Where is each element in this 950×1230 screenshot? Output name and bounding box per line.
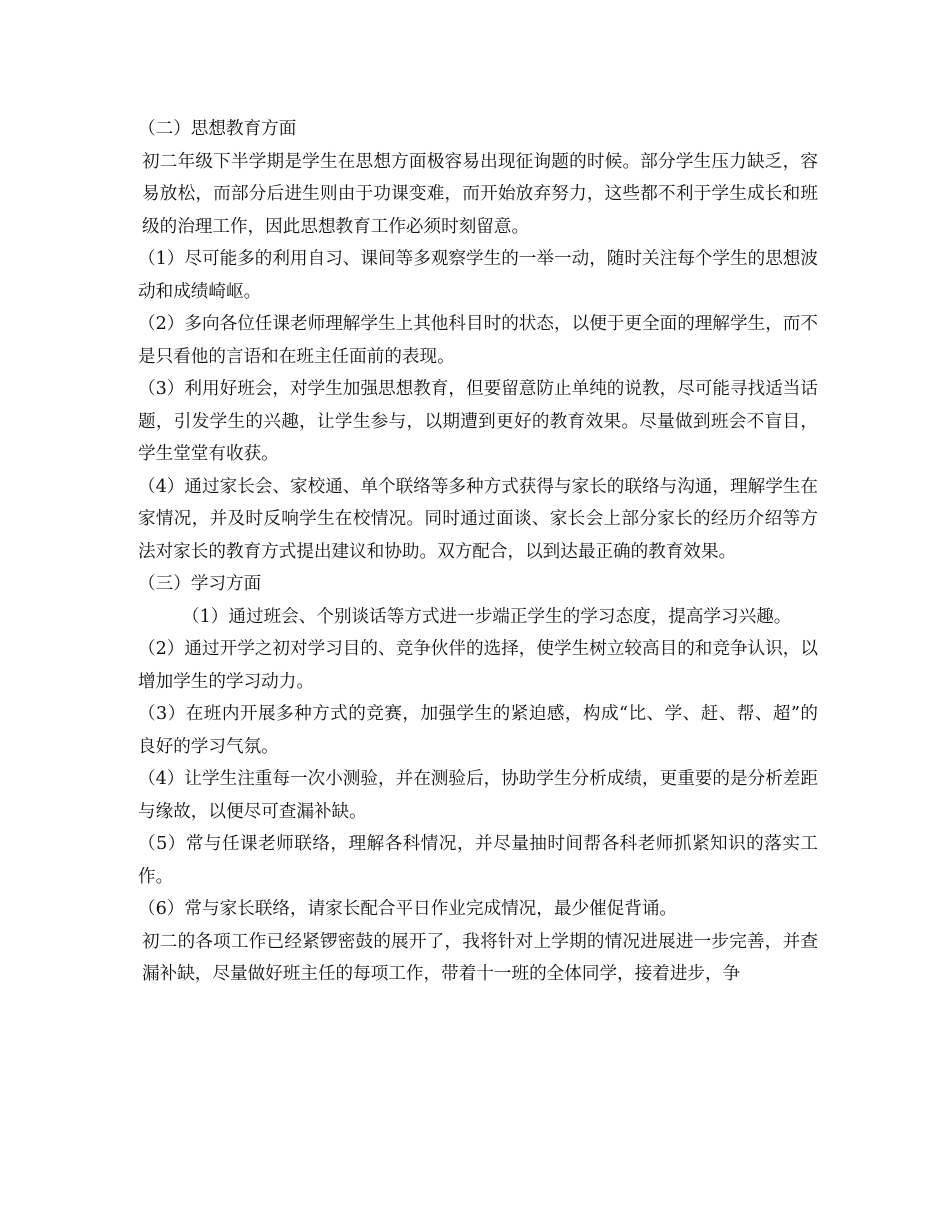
list-item: （5）常与任课老师联络，理解各科情况，并尽量抽时间帮各科老师抓紧知识的落实工作。 xyxy=(138,834,818,887)
list-item: （4）通过家长会、家校通、单个联络等多种方式获得与家长的联络与沟通，理解学生在家情况，并及时反响学生在校情况。同时通过面谈、家长会上部分家长的经历介绍等方法对家长的教育方式提出建议和协助。双方配合，以到达最正确的教育效果。 xyxy=(138,476,818,562)
body-paragraph: 初二年级下半学期是学生在思想方面极容易出现征询题的时候。部分学生压力缺乏，容易放松，而部分后进生则由于功课变难，而开始放弃努力，这些都不利于学生成长和班级的治理工作，因此思想教育工作必须时刻留意。 xyxy=(142,151,818,237)
section-heading-thought-education: （二）思想教育方面 xyxy=(138,119,297,139)
list-item: （6）常与家长联络，请家长配合平日作业完成情况，最少催促背诵。 xyxy=(138,899,678,919)
list-item: （4）让学生注重每一次小测验，并在测验后，协助学生分析成绩，更重要的是分析差距与缘故，以便尽可查漏补缺。 xyxy=(138,769,818,822)
section-heading-study: （三）学习方面 xyxy=(138,574,262,594)
list-item: （1）尽可能多的利用自习、课间等多观察学生的一举一动，随时关注每个学生的思想波动和成绩崎岖。 xyxy=(138,249,818,302)
list-item: （2）多向各位任课老师理解学生上其他科目时的状态，以便于更全面的理解学生，而不是只看他的言语和在班主任面前的表现。 xyxy=(138,314,818,367)
list-item: （3）利用好班会，对学生加强思想教育，但要留意防止单纯的说教，尽可能寻找适当话题，引发学生的兴趣，让学生参与，以期遭到更好的教育效果。尽量做到班会不盲目，学生堂堂有收获。 xyxy=(138,379,818,464)
list-item: （3）在班内开展多种方式的竞赛，加强学生的紧迫感，构成“比、学、赶、帮、超”的良好的学习气氛。 xyxy=(138,704,818,757)
document-body xyxy=(138,113,818,991)
closing-paragraph: 初二的各项工作已经紧锣密鼓的展开了，我将针对上学期的情况进展进一步完善，并查漏补缺，尽量做好班主任的每项工作，带着十一班的全体同学，接着进步，争 xyxy=(142,931,818,984)
list-item: （2）通过开学之初对学习目的、竞争伙伴的选择，使学生树立较高目的和竞争认识，以增加学生的学习动力。 xyxy=(138,639,818,692)
list-item: （1）通过班会、个别谈话等方式进一步端正学生的学习态度，提高学习兴趣。 xyxy=(182,606,792,627)
